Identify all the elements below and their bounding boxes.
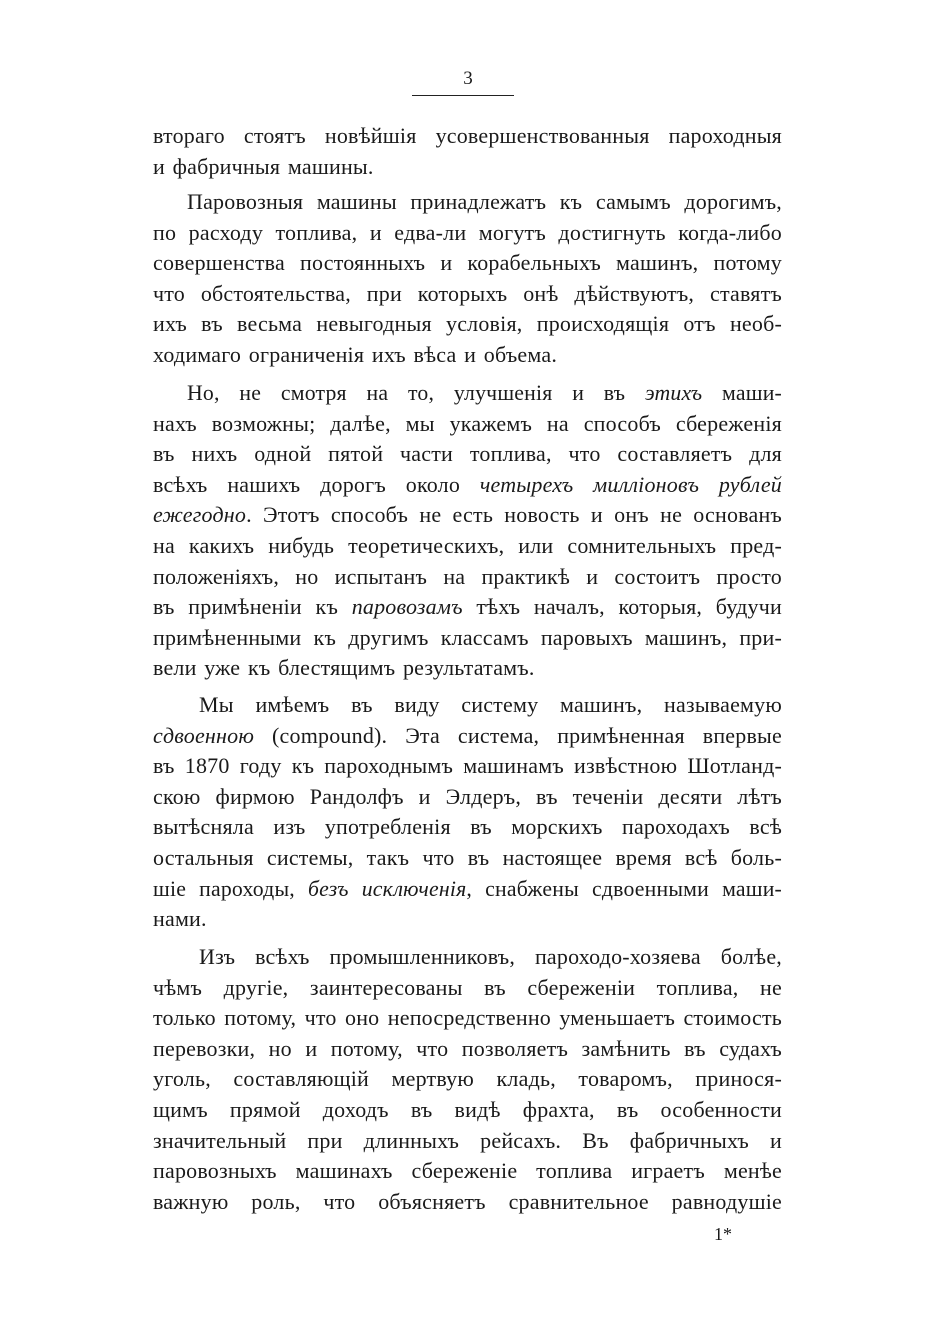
text-line bbox=[153, 721, 782, 752]
text-line: Паровозныя машины принадлежатъ къ самымъ дорогимъ, bbox=[187, 189, 782, 214]
paragraph-3 bbox=[153, 378, 782, 684]
text-run: , снабжены сдвоенными маши- bbox=[466, 876, 783, 901]
text-line: уголь, составляющій мертвую кладь, товаромъ, принося- bbox=[153, 1066, 782, 1092]
text-line: и фабричныя машины. bbox=[153, 153, 374, 179]
text-line: щимъ прямой доходъ въ видѣ фрахта, въ особенности bbox=[153, 1096, 782, 1122]
text-line: нами. bbox=[153, 906, 207, 932]
text-line: чѣмъ другіе, заинтересованы въ сбереженіи топлива, не bbox=[153, 974, 782, 1000]
text-line: скою фирмою Рандолфъ и Элдеръ, въ теченіи десяти лѣтъ bbox=[153, 783, 782, 809]
text-line: ходимаго ограниченія ихъ вѣса и объема. bbox=[153, 341, 558, 367]
italic-text: четырехъ милліоновъ рублей bbox=[479, 471, 782, 497]
text-run: тѣхъ началъ, которыя, будучи bbox=[462, 594, 782, 620]
text-line: въ нихъ одной пятой части топлива, что составляетъ для bbox=[153, 441, 782, 467]
text-line: паровозныхъ машинахъ сбереженіе топлива играетъ менѣе bbox=[153, 1158, 782, 1184]
text-line: вытѣсняла изъ употребленія въ морскихъ пароходахъ всѣ bbox=[153, 814, 782, 840]
text-line: Изъ всѣхъ промышленниковъ, пароходо-хозяева болѣе, bbox=[199, 944, 782, 969]
text-line: только потому, что оно непосредственно уменьшаетъ стоимость bbox=[153, 1005, 782, 1031]
text-line: перевозки, но и потому, что позволяетъ замѣнить въ судахъ bbox=[153, 1035, 782, 1061]
text-line: на какихъ нибудь теоретическихъ, или сомнительныхъ пред- bbox=[153, 532, 782, 558]
header-rule bbox=[412, 95, 514, 97]
text-line: въ 1870 году къ пароходнымъ машинамъ извѣстною Шотланд- bbox=[153, 753, 782, 779]
paragraph-4 bbox=[153, 690, 782, 935]
text-line bbox=[153, 592, 782, 623]
text-line bbox=[153, 874, 782, 905]
text-run: всѣхъ нашихъ дорогъ около bbox=[153, 471, 480, 497]
text-run: Но, не смотря на то, улучшенія и въ bbox=[187, 381, 645, 405]
paragraph-1 bbox=[153, 121, 782, 182]
text-line bbox=[153, 500, 782, 531]
italic-text: паровозамъ bbox=[351, 594, 463, 620]
signature-mark: 1* bbox=[714, 1224, 732, 1244]
page-number: 3 bbox=[463, 68, 473, 89]
text-run: маши- bbox=[702, 381, 782, 405]
text-line bbox=[153, 470, 782, 501]
text-line: положеніяхъ, но испытанъ на практикѣ и состоитъ просто bbox=[153, 563, 782, 589]
italic-text: этихъ bbox=[644, 381, 703, 405]
text-run: шіе пароходы, bbox=[153, 876, 308, 901]
text-line: примѣненными къ другимъ классамъ паровыхъ машинъ, при- bbox=[153, 624, 782, 650]
paragraph-2 bbox=[153, 187, 782, 371]
text-line: остальныя системы, такъ что въ настоящее время всѣ боль- bbox=[153, 844, 782, 870]
page-header bbox=[0, 68, 936, 90]
text-line: значительный при длинныхъ рейсахъ. Въ фабричныхъ и bbox=[153, 1127, 782, 1153]
text-run: (compound). Эта система, примѣненная впервые bbox=[254, 722, 782, 748]
italic-text: сдвоенною bbox=[153, 722, 255, 748]
text-run: въ примѣненіи къ bbox=[153, 594, 352, 620]
text-line: совершенства постоянныхъ и корабельныхъ машинъ, потому bbox=[153, 250, 782, 276]
text-run: . Этотъ способъ не есть новость и онъ не основанъ bbox=[246, 502, 782, 528]
text-line: нахъ возможны; далѣе, мы укажемъ на способъ сбереженія bbox=[153, 410, 782, 436]
text-line: вели уже къ блестящимъ результатамъ. bbox=[153, 655, 535, 681]
text-line: втораго стоятъ новѣйшія усовершенствованныя пароходныя bbox=[153, 123, 782, 148]
text-line: по расходу топлива, и едва-ли могутъ достигнуть когда-либо bbox=[153, 219, 782, 245]
text-line bbox=[153, 378, 782, 409]
text-line: важную роль, что объясняетъ сравнительное равнодушіе bbox=[153, 1188, 782, 1214]
text-line: ихъ въ весьма невыгодныя условія, происходящія отъ необ- bbox=[153, 311, 782, 337]
italic-text: ежегодно bbox=[153, 502, 247, 528]
text-line: что обстоятельства, при которыхъ онѣ дѣйствуютъ, ставятъ bbox=[153, 280, 782, 306]
italic-text: безъ исключенія bbox=[308, 876, 467, 901]
paragraph-5 bbox=[153, 942, 782, 1217]
text-line: Мы имѣемъ въ виду систему машинъ, называемую bbox=[199, 692, 782, 717]
